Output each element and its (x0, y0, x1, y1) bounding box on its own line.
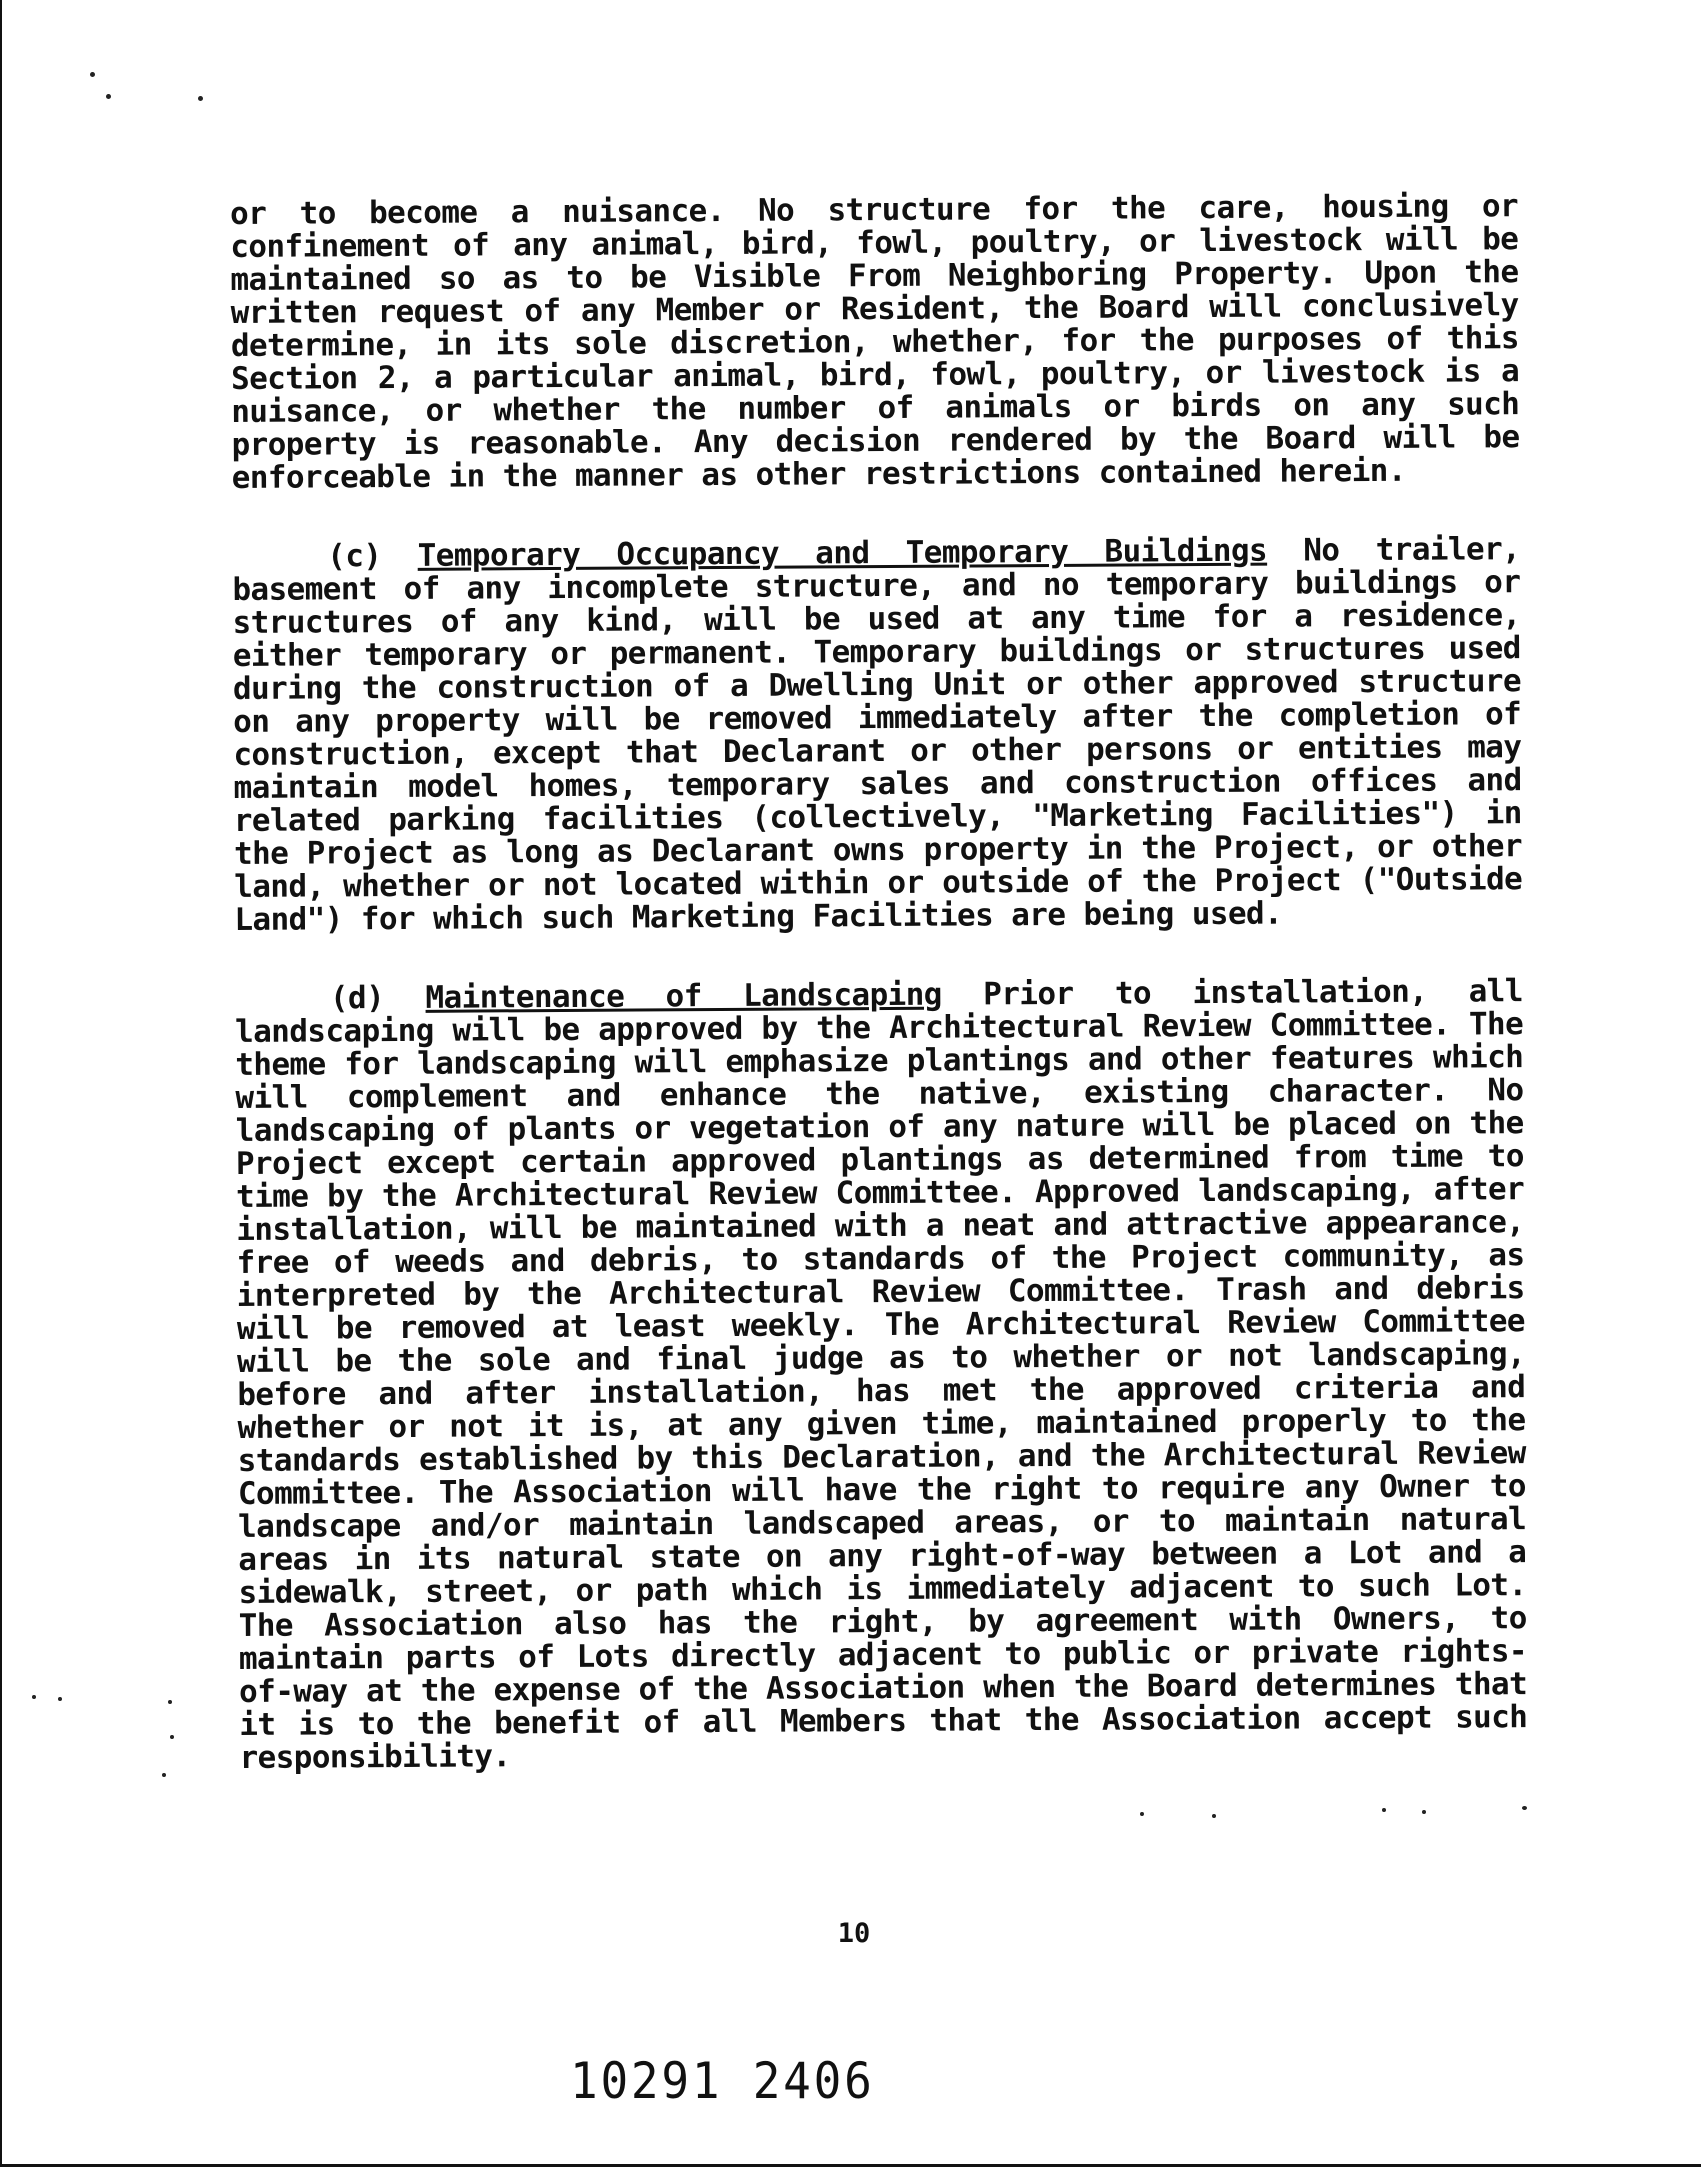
indent (235, 1008, 330, 1009)
document-stamp-number: 10291 2406 (570, 2052, 875, 2110)
section-c-paragraph (232, 533, 1522, 937)
document-body (230, 190, 1528, 1821)
section-c-marker: (c) (327, 538, 382, 575)
scan-speck (90, 72, 95, 77)
page-number: 10 (837, 1918, 871, 1949)
scan-speck (198, 96, 203, 101)
scan-speck (1422, 1810, 1426, 1814)
section-d-heading: Maintenance of Landscaping (425, 976, 942, 1016)
section-c-heading: Temporary Occupancy and Temporary Buildings (417, 532, 1268, 574)
scan-speck (170, 1735, 174, 1739)
indent (232, 566, 327, 567)
scan-speck (106, 94, 111, 99)
scan-speck (1212, 1814, 1216, 1818)
paragraph-nuisance: or to become a nuisance. No structure for the care, housing or confinement of any animal, bird, fowl, poultry, or livestock will be maintained so as to be Visible From Neighboring Property. Upon the written request of any Member or Resident, the Board will conclusively determine, in its sole discretion, whether, for the purposes of this Section 2, a particular animal, bird, fowl, poultry, or livestock is a nuisance, or whether the number of animals or birds on any such property is reasonable. Any decision rendered by the Board will be enforceable in the manner as other restrictions contained herein. (229, 188, 1520, 496)
scan-speck (1140, 1812, 1144, 1816)
scan-speck (1522, 1806, 1527, 1810)
scan-speck (1382, 1808, 1386, 1812)
scan-speck (32, 1695, 36, 1699)
scan-speck (168, 1700, 172, 1704)
section-d-paragraph (235, 975, 1528, 1775)
scan-speck (58, 1697, 62, 1701)
section-c-text: No trailer, basement of any incomplete structure, and no temporary buildings or structures of any kind, will be used at any time for a residence, either temporary or permanent. Temporary buildings or structures used during the construction of a Dwelling Unit or other approved structure on any property will be removed immediately after the completion of construction, except that Declarant or other persons or entities may maintain model homes, temporary sales and construction offices and related parking facilities (collectively, "Marketing Facilities") in the Project as long as Declarant owns property in the Project, or other land, whether or not located within or outside of the Project ("Outside Land") for which such Marketing Facilities are being used. (232, 531, 1523, 938)
section-d-text: Prior to installation, all landscaping will be approved by the Architectural Review Committee. The theme for landscaping will emphasize plantings and other features which will complement and enhance the native, existing character. No landscaping of plants or vegetation of any nature will be placed on the Project except certain approved plantings as determined from time to time by the Architectural Review Committee. Approved landscaping, after installation, will be maintained with a neat and attractive appearance, free of weeds and debris, to standards of the Project community, as interpreted by the Architectural Review Committee. Trash and debris will be removed at least weekly. The Architectural Review Committee will be the sole and final judge as to whether or not landscaping, before and after installation, has met the approved criteria and whether or not it is, at any given time, maintained properly to the standards established by this Declaration, and the Architectural Review Committee. The Association will have the right to require any Owner to landscape and/or maintain landscaped areas, or to maintain natural areas in its natural state on any right-of-way between a Lot and a sidewalk, street, or path which is immediately adjacent to such Lot. The Association also has the right, by agreement with Owners, to maintain parts of Lots directly adjacent to public or private rights-of-way at the expense of the Association when the Board determines that it is to the benefit of all Members that the Association accept such responsibility. (234, 973, 1528, 1776)
section-d-marker: (d) (329, 980, 385, 1017)
scan-speck (162, 1773, 166, 1777)
